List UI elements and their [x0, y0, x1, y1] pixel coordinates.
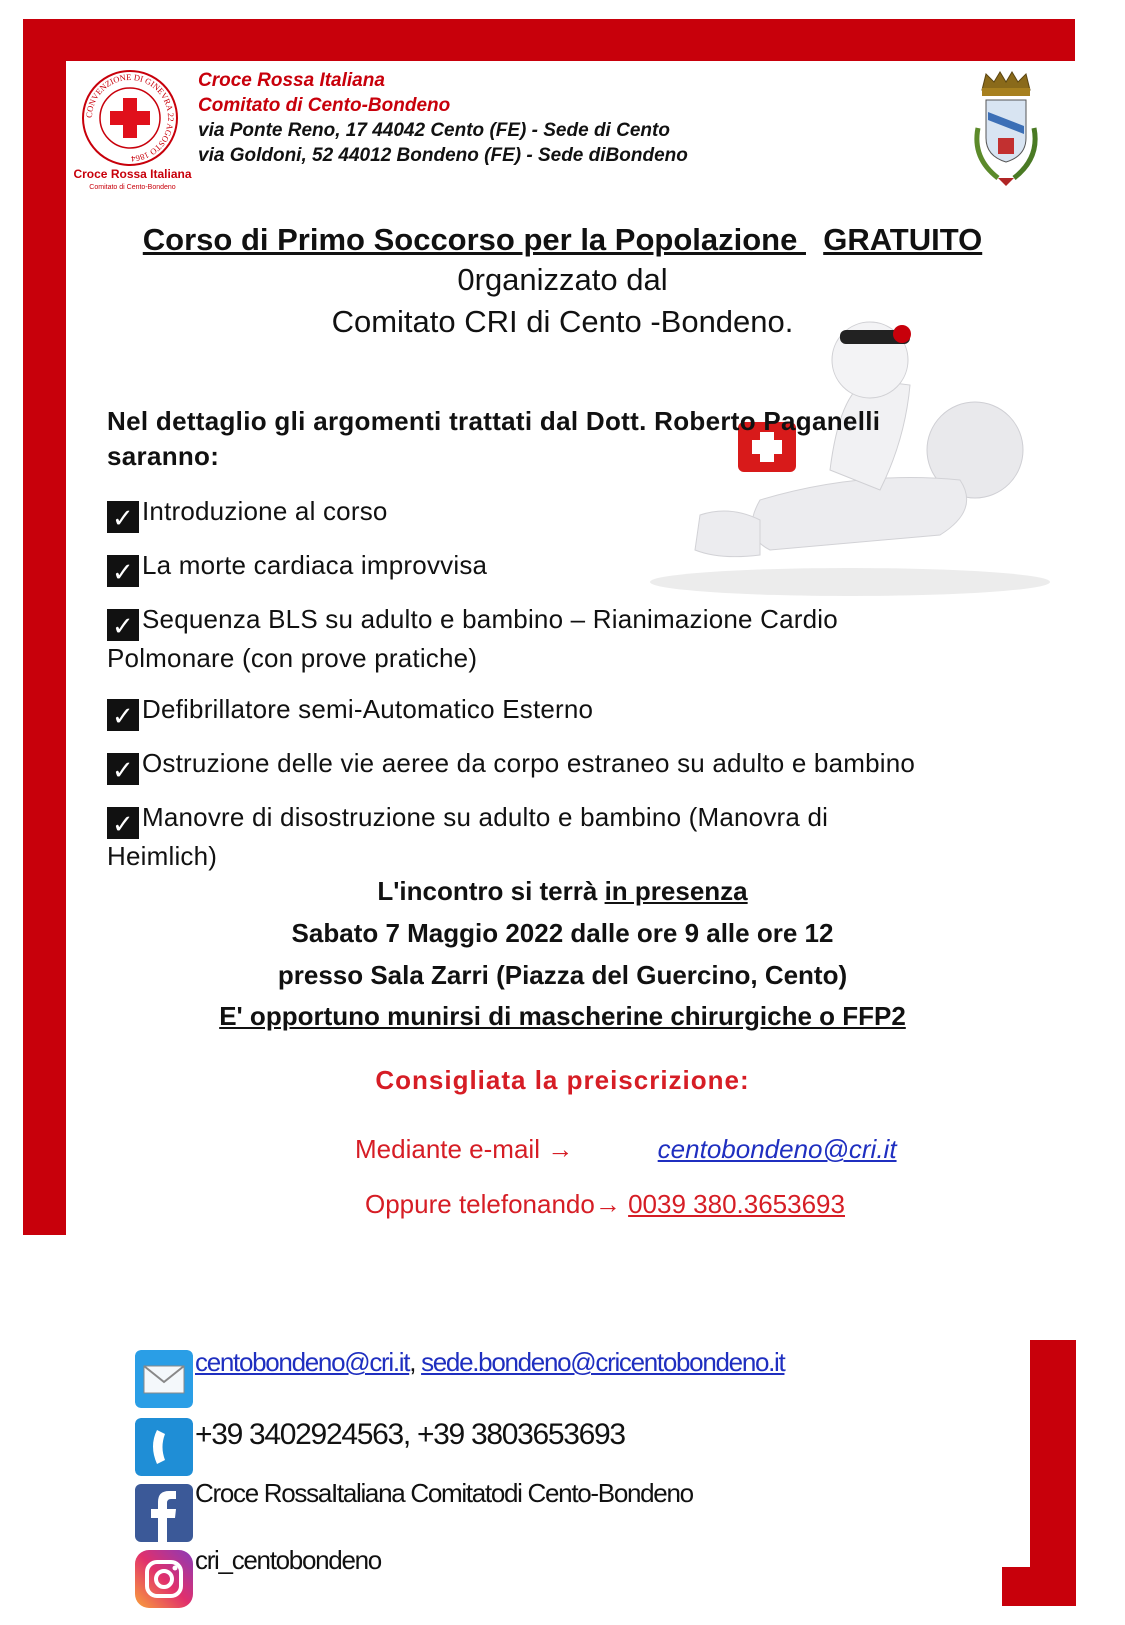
checkbox-checked-icon: ✓ — [107, 699, 139, 731]
email-registration-row — [355, 1134, 897, 1165]
registration-email-link[interactable]: centobondeno@cri.it — [657, 1134, 897, 1164]
contact-emails — [195, 1347, 784, 1378]
checkbox-checked-icon: ✓ — [107, 609, 139, 641]
topic-item — [107, 746, 1047, 785]
frame-left-bar — [23, 19, 66, 1235]
registration-heading: Consigliata la preiscrizione: — [375, 1065, 750, 1095]
town-coat-of-arms-icon — [968, 68, 1044, 190]
course-title — [0, 222, 1125, 258]
topic-item — [107, 800, 937, 874]
topic-item — [107, 692, 1047, 731]
event-mode-prefix: L'incontro si terrà — [377, 876, 605, 906]
course-title-main: Corso di Primo Soccorso per la Popolazione — [142, 222, 806, 257]
topic-item — [107, 602, 937, 676]
course-free-label: GRATUITO — [823, 222, 983, 257]
event-place: presso Sala Zarri (Piazza del Guercino, Cento) — [277, 960, 848, 990]
phone-label: Oppure telefonando→ — [365, 1189, 621, 1219]
contact-email-separator: , — [409, 1347, 416, 1377]
topic-label: Manovre di disostruzione su adulto e bambino (Manovra di Heimlich) — [107, 802, 829, 871]
topic-label: Sequenza BLS su adulto e bambino – Rianimazione Cardio Polmonare (con prove pratiche) — [107, 604, 838, 673]
cri-emblem-logo — [80, 68, 180, 168]
phone-registration-row — [365, 1189, 845, 1220]
event-mode — [0, 870, 1125, 912]
topic-item — [107, 494, 1047, 533]
address-cento: via Ponte Reno, 17 44042 Cento (FE) - Sede di Cento — [198, 120, 670, 141]
email-label: Mediante e-mail → — [355, 1134, 574, 1164]
contact-phones: +39 3402924563, +39 3803653693 — [195, 1418, 625, 1451]
organizer-committee: Comitato CRI di Cento -Bondeno. — [331, 304, 794, 339]
checkbox-checked-icon: ✓ — [107, 501, 139, 533]
email-icon — [135, 1350, 193, 1408]
topic-label: La morte cardiaca improvvisa — [142, 550, 488, 580]
organized-by: 0rganizzato dal — [457, 262, 668, 297]
instagram-icon — [135, 1550, 193, 1608]
topic-label: Defibrillatore semi-Automatico Esterno — [142, 694, 594, 724]
checkbox-checked-icon: ✓ — [107, 555, 139, 587]
checkbox-checked-icon: ✓ — [107, 753, 139, 785]
contact-email-cento[interactable]: centobondeno@cri.it — [195, 1347, 410, 1377]
event-mode-value: in presenza — [604, 876, 748, 906]
topic-label: Ostruzione delle vie aeree da corpo estraneo su adulto e bambino — [142, 748, 916, 778]
contact-facebook: Croce RossaItaliana Comitatodi Cento-Bondeno — [195, 1478, 693, 1508]
logo-subcaption: Comitato di Cento-Bondeno — [89, 184, 176, 191]
event-masks-note: E' opportuno munirsi di mascherine chirurgiche o FFP2 — [219, 1001, 906, 1031]
contact-email-bondeno[interactable]: sede.bondeno@cricentobondeno.it — [421, 1347, 785, 1377]
phone-icon — [135, 1418, 193, 1476]
address-bondeno: via Goldoni, 52 44012 Bondeno (FE) - Sede diBondeno — [198, 145, 688, 166]
frame-bottom-right-horizontal — [1002, 1567, 1076, 1606]
logo-ring-text: CONVENZIONE DI GINEVRA 22 AGOSTO 1864 — [83, 71, 177, 165]
facebook-icon — [135, 1484, 193, 1542]
topic-item — [107, 548, 1047, 587]
registration-phone-link[interactable]: 0039 380.3653693 — [628, 1189, 845, 1219]
frame-top-bar — [23, 19, 1075, 61]
contact-instagram: cri_centobondeno — [195, 1545, 381, 1575]
topics-intro: Nel dettaglio gli argomenti trattati dal Dott. Roberto Paganelli saranno: — [107, 406, 881, 471]
checkbox-checked-icon: ✓ — [107, 807, 139, 839]
committee-name: Comitato di Cento-Bondeno — [198, 95, 451, 116]
org-name: Croce Rossa Italiana — [198, 70, 385, 91]
logo-caption: Croce Rossa Italiana — [73, 167, 192, 181]
header-block — [198, 68, 688, 168]
event-date: Sabato 7 Maggio 2022 dalle ore 9 alle ore 12 — [291, 918, 834, 948]
topic-label: Introduzione al corso — [142, 496, 388, 526]
